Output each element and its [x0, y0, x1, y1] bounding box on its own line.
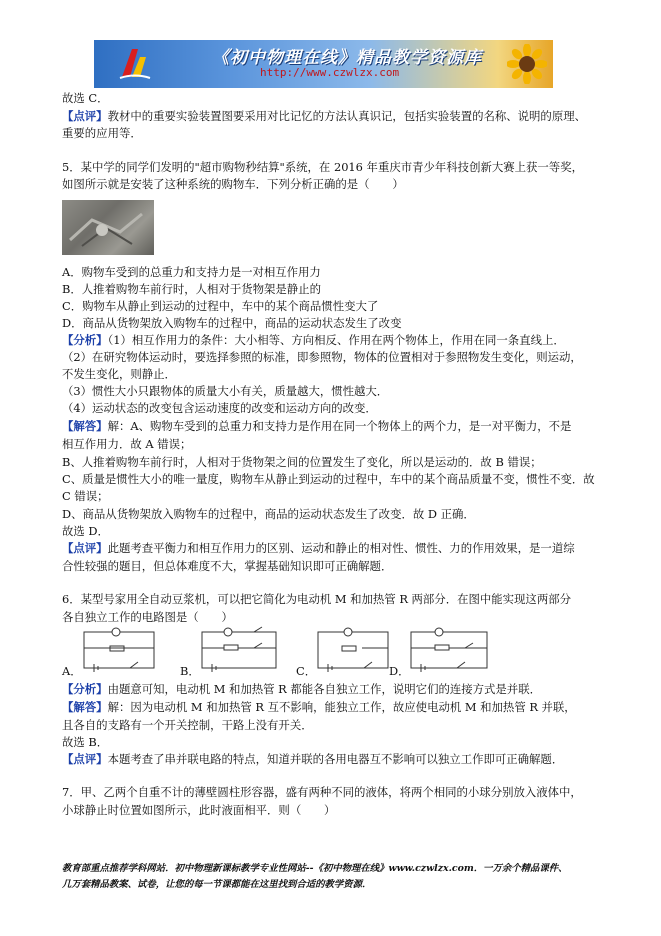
comment-tag: 【点评】 — [62, 752, 108, 766]
question-6-line: 各自独立工作的电路图是（ ） — [62, 610, 233, 624]
circuit-diagram-c — [314, 626, 394, 672]
text-line: C 错误； — [62, 489, 109, 503]
solution-text: 解：A、购物车受到的总重力和支持力是作用在同一个物体上的两个力，是一对平衡力，不是 — [107, 419, 572, 433]
text-line: 故选 D． — [62, 524, 109, 538]
circuit-diagram-b — [198, 626, 282, 672]
option-c: C．购物车从静止到运动的过程中，车中的某个商品惯性变大了 — [62, 299, 379, 313]
comment-line — [62, 751, 563, 767]
analysis-tag: 【分析】 — [62, 333, 108, 347]
question-5-line: 如图所示就是安装了这种系统的购物车．下列分析正确的是（ ） — [62, 177, 404, 191]
solution-tag: 【解答】 — [62, 700, 108, 714]
text-line: B、人推着购物车前行时，人相对于货物架之间的位置发生了变化，所以是运动的．故 B 错误； — [62, 455, 542, 469]
question-5-line: 5．某中学的同学们发明的"超市购物秒结算"系统，在 2016 年重庆市青少年科技创新大赛上获一等奖， — [62, 160, 583, 174]
analysis-text: （1）相互作用力的条件：大小相等、方向相反、作用在两个物体上，作用在同一条直线上． — [107, 333, 565, 347]
text-line: （2）在研究物体运动时，要选择参照的标准，即参照物，物体的位置相对于参照物发生变化，则运动， — [62, 350, 582, 364]
analysis-line — [62, 681, 541, 697]
comment-text: 本题考查了串并联电路的特点，知道并联的各用电器互不影响可以独立工作即可正确解题． — [107, 752, 564, 766]
comment-line — [62, 540, 575, 556]
site-logo-icon — [118, 45, 152, 81]
text-line: 重要的应用等． — [62, 126, 142, 140]
circuit-option-d-label: D． — [389, 664, 410, 678]
circuit-option-b-label: B． — [180, 664, 200, 678]
analysis-tag: 【分析】 — [62, 682, 108, 696]
solution-text: 解：因为电动机 M 和加热管 R 互不影响，能独立工作，故应使电动机 M 和加热管 R 并联， — [107, 700, 576, 714]
shopping-cart-photo — [62, 200, 154, 255]
option-b: B．人推着购物车前行时，人相对于货物架是静止的 — [62, 282, 321, 296]
text-line: D、商品从货物架放入购物车的过程中，商品的运动状态发生了改变．故 D 正确． — [62, 507, 475, 521]
text-line: 故选 B． — [62, 735, 109, 749]
comment-text: 教材中的重要实验装置图要采用对比记忆的方法认真识记，包括实验装置的名称、说明的原理、 — [107, 109, 586, 123]
banner-title: 《初中物理在线》精品教学资源库 — [212, 48, 482, 68]
text-line: 故选 C． — [62, 91, 109, 105]
comment-tag: 【点评】 — [62, 109, 108, 123]
option-a: A．购物车受到的总重力和支持力是一对相互作用力 — [62, 265, 321, 279]
option-d: D．商品从货物架放入购物车的过程中，商品的运动状态发生了改变 — [62, 316, 402, 330]
comment-text: 此题考查平衡力和相互作用力的区别、运动和静止的相对性、惯性、力的作用效果，是一道综 — [107, 541, 575, 555]
analysis-line — [62, 332, 565, 348]
circuit-option-c-label: C． — [296, 664, 317, 678]
circuit-diagram-d — [407, 626, 493, 672]
text-line: （4）运动状态的改变包含运动速度的改变和运动方向的改变． — [62, 401, 377, 415]
question-6-line: 6．某型号家用全自动豆浆机，可以把它简化为电动机 M 和加热管 R 两部分．在图中能实现这两部分 — [62, 592, 571, 606]
comment-tag: 【点评】 — [62, 541, 108, 555]
footer-line-1: 教育部重点推荐学科网站．初中物理新课标教学专业性网站--《初中物理在线》www.czwlzx.com．一万余个精品课件、 — [62, 863, 568, 874]
circuit-option-a-label: A． — [62, 664, 82, 678]
text-line: （3）惯性大小只跟物体的质量大小有关，质量越大，惯性越大． — [62, 384, 389, 398]
comment-line — [62, 108, 586, 124]
analysis-text: 由题意可知，电动机 M 和加热管 R 都能各自独立工作，说明它们的连接方式是并联． — [107, 682, 541, 696]
solution-line — [62, 699, 576, 715]
footer-line-2: 几万套精品教案、试卷，让您的每一节课都能在这里找到合适的教学资源． — [62, 879, 372, 890]
banner-url[interactable]: http://www.czwlzx.com — [260, 66, 400, 79]
text-line: C、质量是惯性大小的唯一量度，购物车从静止到运动的过程中，车中的某个商品质量不变，惯性不变．故 — [62, 472, 595, 486]
question-7-line: 7．甲、乙两个自重不计的薄壁圆柱形容器，盛有两种不同的液体，将两个相同的小球分别放入液体中， — [62, 785, 582, 799]
text-line: 且各自的支路有一个开关控制，干路上没有开关． — [62, 718, 313, 732]
sunflower-icon — [507, 44, 547, 84]
text-line: 不发生变化，则静止． — [62, 367, 176, 381]
text-line: 合性较强的题目，但总体难度不大，掌握基础知识即可正确解题． — [62, 559, 393, 573]
solution-tag: 【解答】 — [62, 419, 108, 433]
solution-line — [62, 418, 571, 434]
text-line: 相互作用力．故 A 错误； — [62, 437, 192, 451]
header-banner — [94, 40, 553, 88]
question-7-line: 小球静止时位置如图所示，此时液面相平．则（ ） — [62, 803, 336, 817]
circuit-diagram-a — [80, 626, 160, 672]
